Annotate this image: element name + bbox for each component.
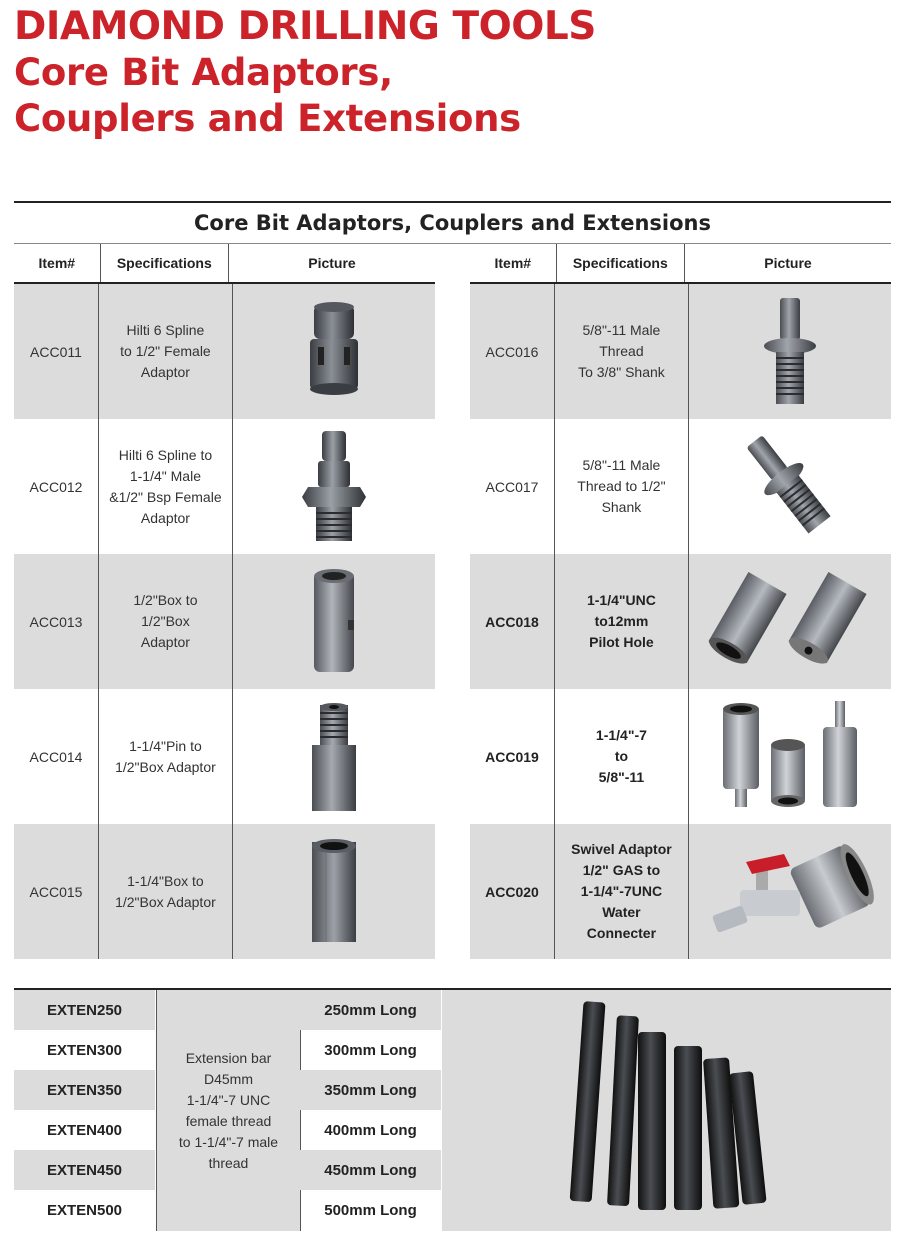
extension-length: 400mm Long [324, 1121, 417, 1139]
item-code: ACC015 [29, 883, 83, 900]
item-spec: 1-1/4"Pin to 1/2"Box Adaptor [98, 689, 232, 824]
product-image-acc017 [688, 419, 891, 554]
col-header-picture: Picture [228, 244, 435, 282]
table-row [14, 284, 435, 419]
item-code: ACC018 [485, 613, 539, 630]
extension-length: 300mm Long [324, 1041, 417, 1059]
table-row [470, 419, 891, 554]
product-image-acc012 [232, 419, 435, 554]
extension-description: Extension bar D45mm 1-1/4"-7 UNC female thread to 1-1/4"-7 male thread [156, 990, 301, 1231]
title-line-2: Core Bit Adaptors, [14, 51, 393, 94]
product-image-acc015 [232, 824, 435, 959]
product-table-right [470, 244, 891, 959]
product-image-acc014 [232, 689, 435, 824]
extension-length: 350mm Long [300, 1070, 441, 1110]
extension-bars-image [442, 990, 891, 1231]
item-spec: 1-1/4"UNC to12mm Pilot Hole [554, 554, 688, 689]
item-code: ACC016 [485, 343, 539, 360]
product-image-acc013 [232, 554, 435, 689]
item-spec: Swivel Adaptor 1/2" GAS to 1-1/4"-7UNC Water Connecter [554, 824, 688, 959]
extensions-table [14, 990, 891, 1231]
extension-length: 500mm Long [324, 1201, 417, 1219]
table-heading: Core Bit Adaptors, Couplers and Extensions [194, 211, 711, 235]
product-image-acc018 [688, 554, 891, 689]
item-code: ACC013 [29, 613, 83, 630]
product-image-acc020 [688, 824, 891, 959]
item-code: ACC011 [30, 343, 82, 360]
table-row [470, 284, 891, 419]
table-row [470, 554, 891, 689]
item-code: ACC014 [29, 748, 83, 765]
col-header-item: Item# [38, 255, 76, 271]
table-row [470, 689, 891, 824]
item-spec: Hilti 6 Spline to 1-1/4" Male &1/2" Bsp Female Adaptor [98, 419, 232, 554]
item-code: ACC020 [485, 883, 539, 900]
extension-code: EXTEN400 [46, 1121, 123, 1139]
table-row [14, 689, 435, 824]
page-title [14, 4, 596, 142]
col-header-specs: Specifications [100, 244, 228, 282]
col-header-item: Item# [494, 255, 532, 271]
extension-length: 450mm Long [300, 1150, 441, 1190]
col-header-picture: Picture [684, 244, 891, 282]
table-row [470, 824, 891, 959]
item-spec: 5/8"-11 Male Thread To 3/8" Shank [554, 284, 688, 419]
table-row [14, 554, 435, 689]
table-header-left [14, 244, 435, 284]
table-header-right [470, 244, 891, 284]
title-line-1: DIAMOND DRILLING TOOLS [14, 4, 596, 49]
product-image-acc019 [688, 689, 891, 824]
item-code: ACC017 [485, 478, 539, 495]
top-rule [14, 201, 891, 203]
extension-code: EXTEN250 [14, 990, 155, 1030]
item-spec: Hilti 6 Spline to 1/2" Female Adaptor [98, 284, 232, 419]
extension-length: 250mm Long [300, 990, 441, 1030]
item-code: ACC019 [485, 748, 539, 765]
item-spec: 1-1/4"Box to 1/2"Box Adaptor [98, 824, 232, 959]
table-row [14, 824, 435, 959]
item-spec: 1-1/4"-7 to 5/8"-11 [554, 689, 688, 824]
item-spec: 5/8"-11 Male Thread to 1/2" Shank [554, 419, 688, 554]
extension-code: EXTEN350 [14, 1070, 155, 1110]
item-spec: 1/2"Box to 1/2"Box Adaptor [98, 554, 232, 689]
item-code: ACC012 [29, 478, 83, 495]
title-line-3: Couplers and Extensions [14, 97, 521, 140]
product-image-acc016 [688, 284, 891, 419]
col-header-specs: Specifications [556, 244, 684, 282]
table-row [14, 419, 435, 554]
product-image-acc011 [232, 284, 435, 419]
extension-code: EXTEN500 [46, 1201, 123, 1219]
product-table-left [14, 244, 435, 959]
extension-code: EXTEN450 [14, 1150, 155, 1190]
extension-code: EXTEN300 [46, 1041, 123, 1059]
